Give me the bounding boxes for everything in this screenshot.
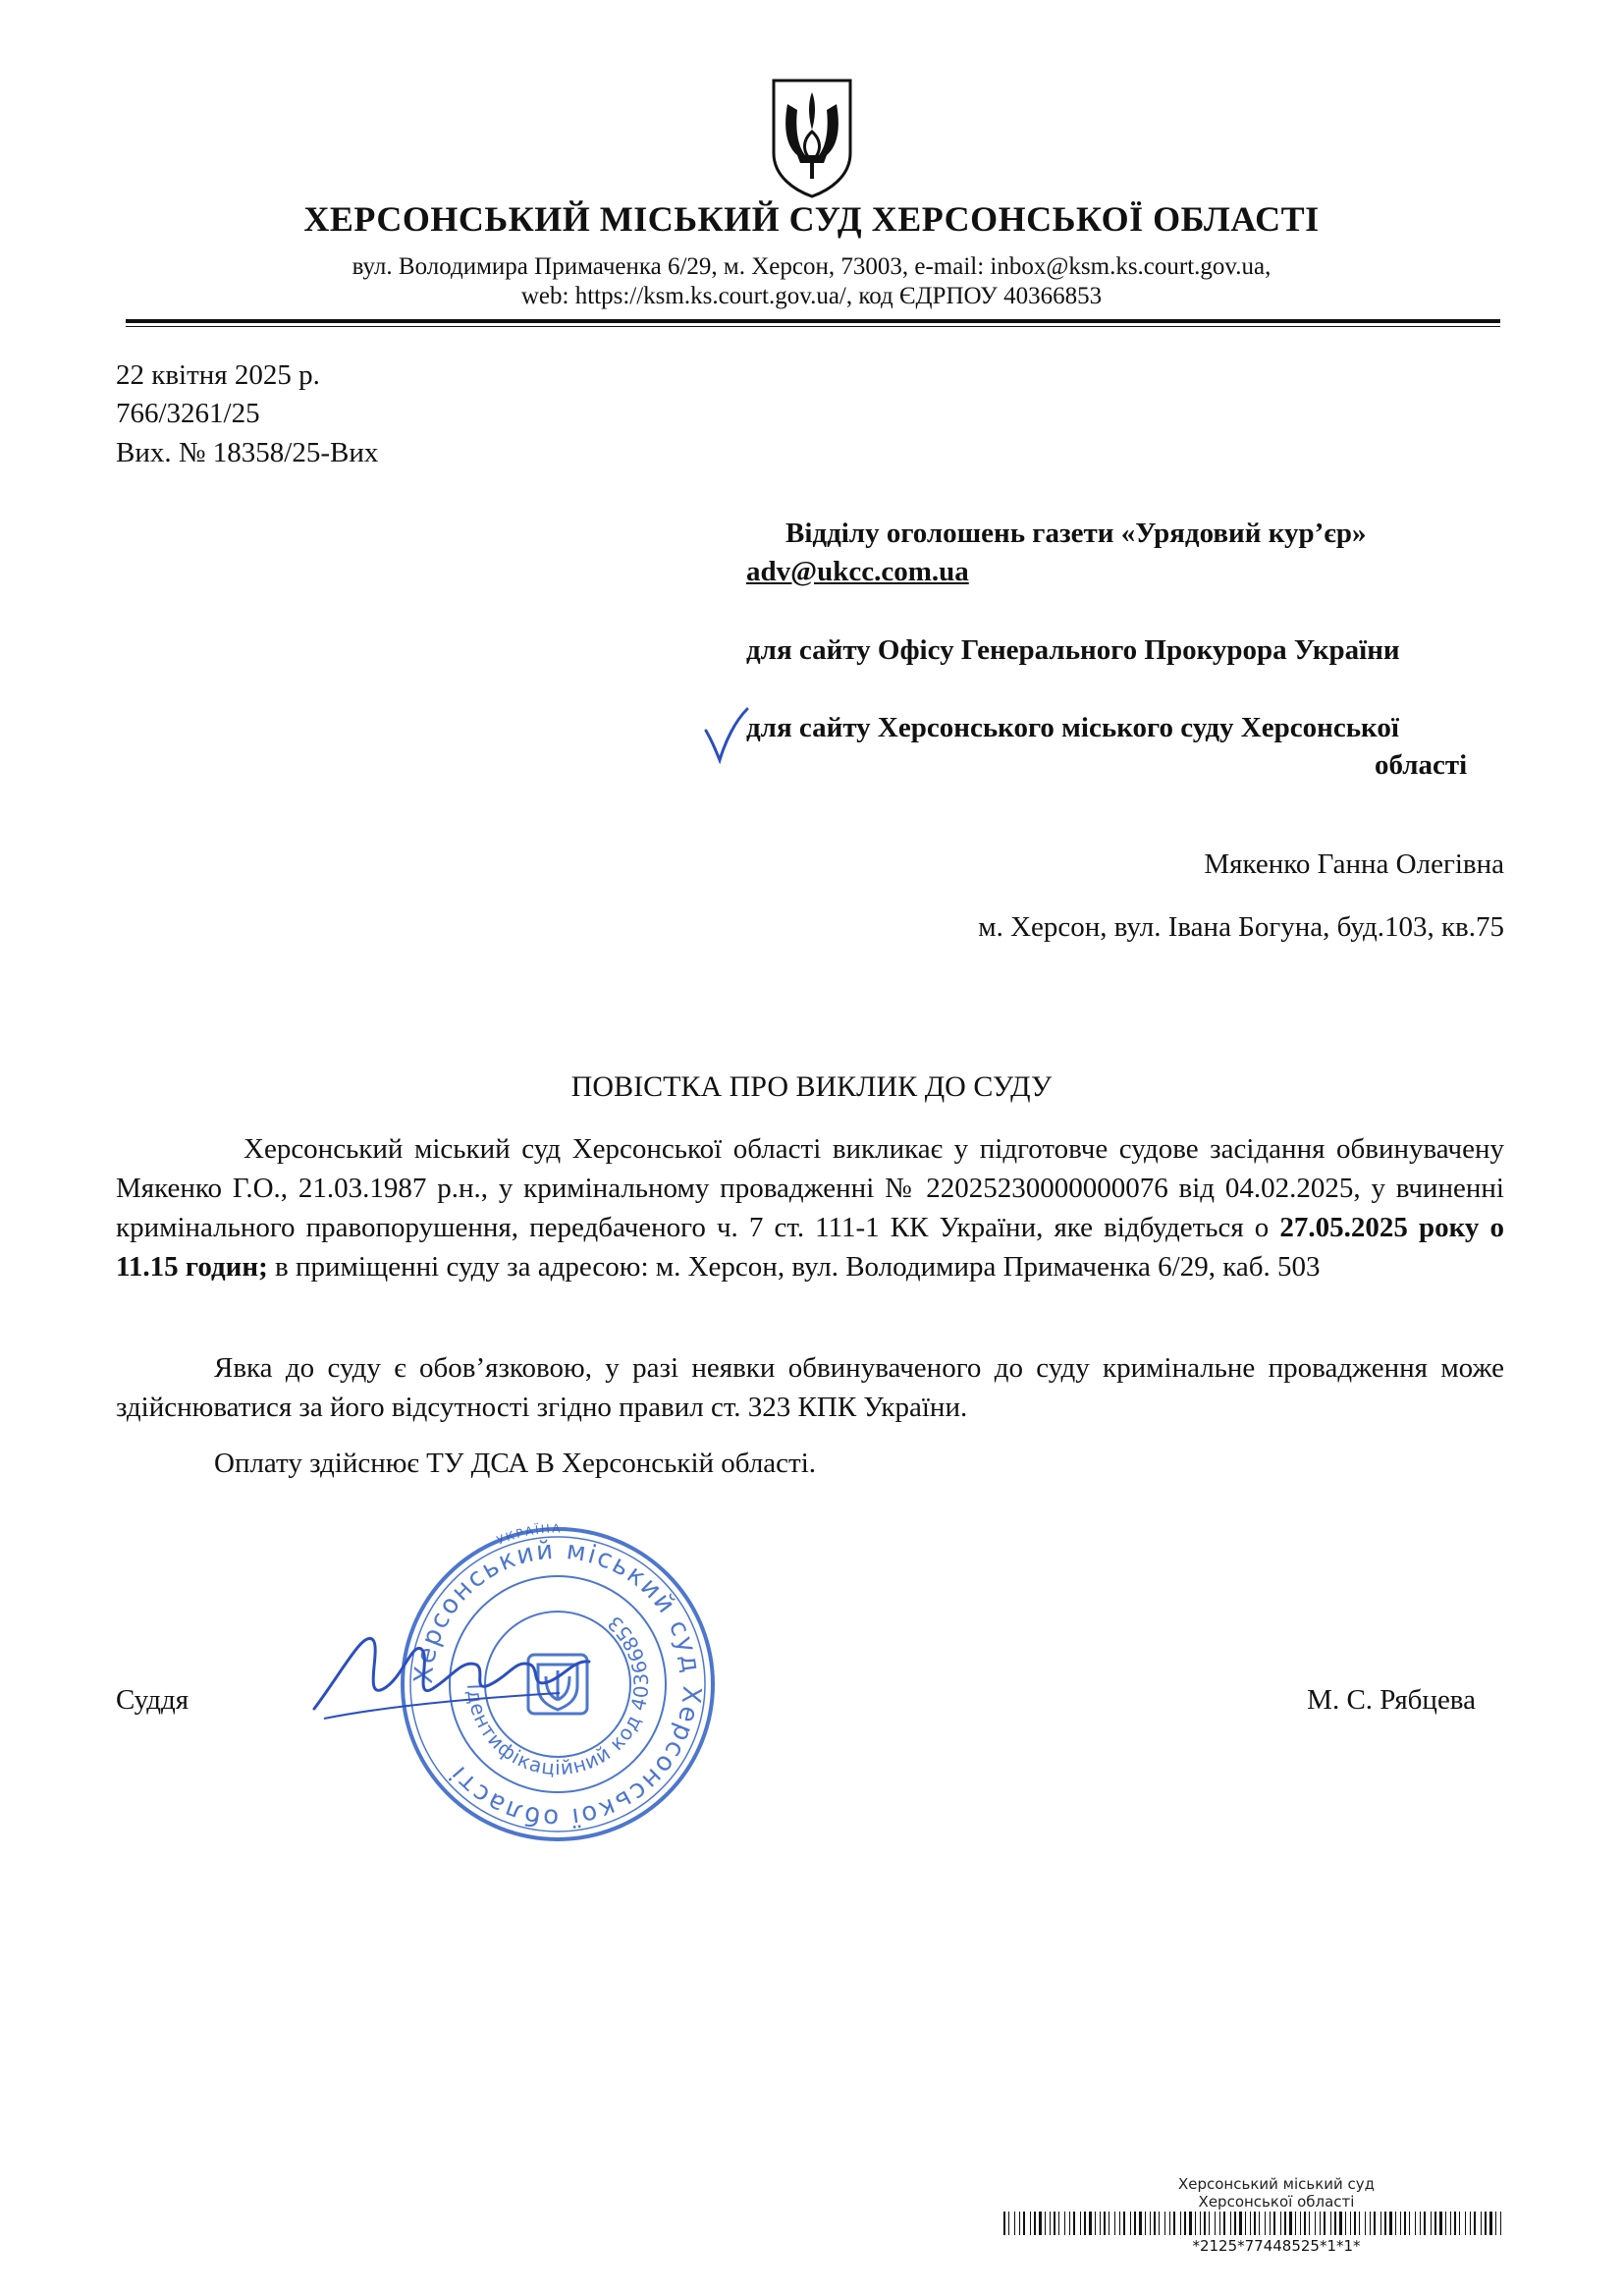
barcode-bar [1459,2212,1460,2235]
judge-signature [304,1611,599,1728]
registration-line: Херсонський міський суд [1177,2175,1376,2193]
barcode-bar [1374,2212,1376,2235]
barcode-bar [1050,2212,1051,2235]
recipient-court-site-cont: області [1375,749,1468,781]
seal-outer-text: Херсонський міський суд Херсонської області [408,1535,707,1833]
barcode-bar [1223,2212,1225,2235]
addressee-address: м. Херсон, вул. Івана Богуна, буд.103, кв.75 [978,911,1504,943]
hearing-datetime: 27.05.2025 року о 11.15 годин; [116,1212,1504,1283]
barcode-bar [1159,2212,1160,2235]
document-date: 22 квітня 2025 р. [116,359,320,391]
barcode-bar [1234,2212,1236,2235]
barcode-bar [1309,2212,1310,2235]
barcode-bar [1230,2212,1231,2235]
barcode-bar [1489,2212,1492,2235]
barcode-bar [1195,2212,1196,2235]
barcode-bar [1114,2212,1115,2235]
barcode-bar [1180,2212,1181,2235]
header-divider-thin [126,326,1500,327]
barcode-bar [1104,2212,1106,2235]
barcode-bar [1250,2212,1251,2235]
barcode-bar [1058,2212,1059,2235]
barcode-bar [1384,2212,1386,2235]
notice-paragraph-payment: Оплату здійснює ТУ ДСА В Херсонській області. [214,1448,817,1479]
barcode-bar [1095,2212,1096,2235]
barcode-bar [1450,2212,1451,2235]
barcode-bar [1415,2212,1416,2235]
barcode-bar [1300,2212,1301,2235]
court-name: ХЕРСОНСЬКИЙ МІСЬКИЙ СУД ХЕРСОНСЬКОЇ ОБЛАСТІ [303,199,1320,239]
barcode-bar [1164,2212,1165,2235]
judge-label: Суддя [116,1684,189,1716]
barcode-bar [1365,2212,1366,2235]
barcode-bar [1134,2212,1136,2235]
barcode-bar [1445,2212,1446,2235]
barcode-bar [1295,2212,1296,2235]
barcode-bar [1130,2212,1131,2235]
recipient-email-link[interactable]: adv@ukcc.com.ua [746,556,969,587]
barcode-bar [1259,2212,1260,2235]
barcode-bar [1200,2212,1201,2235]
notice-paragraph-attendance: Явка до суду є обов’язковою, у разі неявки обвинуваченого до суду кримінальне провадження може здійснюватися за його відсутності згідно правил ст. 323 КПК України. [116,1352,1504,1423]
registration-line: Херсонської області [1198,2193,1355,2211]
barcode-bar [1289,2212,1292,2235]
barcode-bar [1154,2212,1156,2235]
barcode [1003,2212,1504,2235]
barcode-bar [1495,2212,1496,2235]
barcode-bar [1089,2212,1092,2235]
barcode-bar [1014,2212,1015,2235]
barcode-bar [1219,2212,1220,2235]
header-divider [126,319,1500,323]
barcode-bar [1204,2212,1206,2235]
barcode-bar [1123,2212,1125,2235]
barcode-bar [1284,2212,1286,2235]
barcode-bar [1150,2212,1151,2235]
barcode-bar [1023,2212,1025,2235]
barcode-bar [1019,2212,1020,2235]
barcode-bar [1045,2212,1046,2235]
barcode-bar [1481,2212,1482,2235]
barcode-bar [1389,2212,1392,2235]
barcode-bar [1054,2212,1055,2235]
barcode-bar [1270,2212,1271,2235]
barcode-bar [1034,2212,1036,2235]
court-web-line: web: https://ksm.ks.court.gov.ua/, код ЄДРПОУ 40366853 [520,283,1103,309]
barcode-bar [1380,2212,1381,2235]
barcode-number: *2125*77448525*1*1* [1192,2237,1361,2255]
checkmark-icon [702,705,751,764]
barcode-bar [1280,2212,1281,2235]
barcode-bar [1339,2212,1342,2235]
notice-paragraph-main [116,1129,1504,1286]
barcode-bar [1008,2212,1009,2235]
barcode-bar [1404,2212,1406,2235]
seal-inner-text: Ідентифікаційний код 40366853 [461,1610,654,1780]
recipient-prosecutor-site: для сайту Офісу Генерального Прокурора України [746,634,1400,666]
judge-name: М. С. Рябцева [1307,1684,1476,1716]
barcode-bar [1315,2212,1316,2235]
barcode-bar [1169,2212,1170,2235]
barcode-bar [1359,2212,1360,2235]
barcode-bar [1431,2212,1432,2235]
barcode-bar [1409,2212,1410,2235]
barcode-bar [1073,2212,1075,2235]
barcode-bar [1304,2212,1306,2235]
recipient-court-site: для сайту Херсонського міського суду Херсонської [746,712,1399,743]
court-address-line: вул. Володимира Примаченка 6/29, м. Херсон, 73003, e-mail: inbox@ksm.ks.court.gov.ua, [352,253,1271,280]
barcode-bar [1080,2212,1081,2235]
barcode-bar [1003,2212,1005,2235]
barcode-bar [1064,2212,1065,2235]
outgoing-number: Вих. № 18358/25-Вих [116,437,379,468]
barcode-bar [1454,2212,1456,2235]
barcode-bar [1330,2212,1331,2235]
barcode-bar [1465,2212,1466,2235]
barcode-bar [1215,2212,1216,2235]
barcode-bar [1400,2212,1401,2235]
barcode-bar [1069,2212,1070,2235]
addressee-name: Мякенко Ганна Олегівна [1204,848,1504,880]
barcode-bar [1084,2212,1086,2235]
registration-stamp [1001,2175,1551,2211]
barcode-bar [1370,2212,1371,2235]
barcode-bar [1420,2212,1421,2235]
trident-emblem-icon [768,77,856,200]
barcode-bar [1439,2212,1442,2235]
barcode-bar [1189,2212,1192,2235]
barcode-bar [1119,2212,1120,2235]
barcode-bar [1139,2212,1142,2235]
barcode-bar [1145,2212,1146,2235]
barcode-bar [1209,2212,1210,2235]
barcode-bar [1474,2212,1476,2235]
barcode-bar [1500,2212,1501,2235]
barcode-bar [1030,2212,1031,2235]
barcode-bar [1334,2212,1336,2235]
barcode-bar [1470,2212,1471,2235]
barcode-bar [1320,2212,1321,2235]
barcode-bar [1324,2212,1325,2235]
seal-top-text: УКРАЇНА [494,1521,563,1548]
notice-title: ПОВІСТКА ПРО ВИКЛИК ДО СУДУ [570,1070,1053,1103]
barcode-bar [1354,2212,1356,2235]
barcode-bar [1100,2212,1101,2235]
recipient-newspaper: Відділу оголошень газети «Урядовий кур’єр» [785,518,1367,549]
barcode-bar [1395,2212,1396,2235]
case-number: 766/3261/25 [116,398,260,429]
notice-text-part: Херсонський міський суд Херсонської області викликає у підготовче судове засідання обвинувачену Мякенко Г.О., 21.03.1987 р.н., у кримінальному провадженні № 22025230000000076 від 04.02.2025, у вчиненні кримінального правопорушення, передбаченого ч. 7 ст. 111-1 КК України, яке відбудеться о [116,1133,1504,1243]
barcode-bar [1265,2212,1266,2235]
barcode-bar [1239,2212,1242,2235]
barcode-bar [1184,2212,1186,2235]
barcode-bar [1273,2212,1275,2235]
barcode-bar [1345,2212,1346,2235]
barcode-bar [1173,2212,1175,2235]
barcode-bar [1254,2212,1256,2235]
barcode-bar [1485,2212,1487,2235]
barcode-bar [1434,2212,1436,2235]
notice-text-part: в приміщенні суду за адресою: м. Херсон, вул. Володимира Примаченка 6/29, каб. 503 [267,1251,1321,1283]
barcode-bar [1350,2212,1351,2235]
barcode-bar [1039,2212,1042,2235]
barcode-bar [1424,2212,1426,2235]
barcode-bar [1245,2212,1246,2235]
